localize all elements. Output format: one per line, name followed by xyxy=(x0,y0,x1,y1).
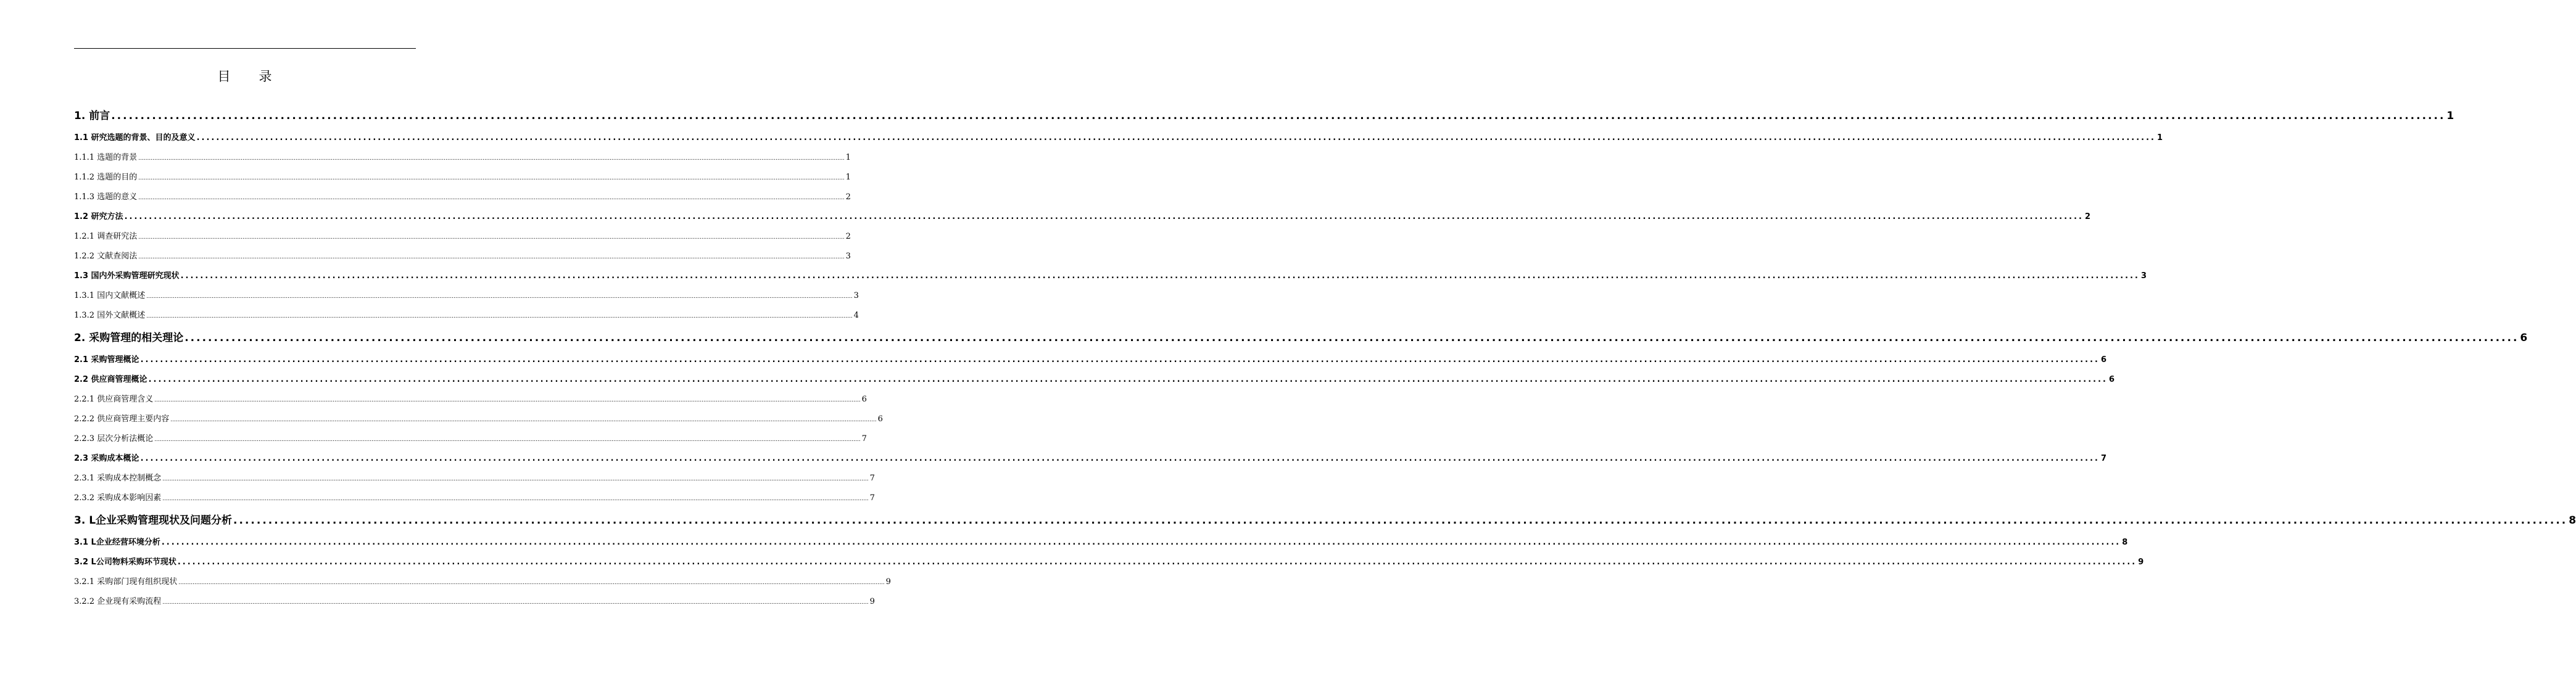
toc-entry-label: 3. L企业采购管理现状及问题分析 xyxy=(74,514,233,527)
toc-entry-page: 9 xyxy=(885,577,891,587)
toc-entry[interactable] xyxy=(74,128,2163,148)
toc-entry[interactable] xyxy=(74,350,2106,370)
toc-entry-page: 7 xyxy=(2100,454,2106,463)
toc-entry-label: 3.2.1 采购部门现有组织现状 xyxy=(74,577,178,587)
toc-entry[interactable] xyxy=(74,247,851,266)
toc-entry-label: 1.3 国内外采购管理研究现状 xyxy=(74,271,180,281)
toc-entry[interactable] xyxy=(74,488,875,508)
toc-entry[interactable] xyxy=(74,227,851,247)
toc-entry[interactable] xyxy=(74,449,2106,469)
toc-entry-page: 7 xyxy=(869,474,875,483)
toc-entry-label: 2.2.1 供应商管理含义 xyxy=(74,395,154,404)
toc-entry[interactable] xyxy=(74,187,851,207)
toc-entry[interactable] xyxy=(74,508,2576,533)
toc-entry-page: 2 xyxy=(845,192,851,202)
toc-entry-label: 1.1 研究选题的背景、目的及意义 xyxy=(74,133,196,142)
toc-entry-label: 2.3.2 采购成本影响因素 xyxy=(74,493,162,503)
toc-dot-leader: ................................................................................................................................................................................................................................................................................................................................................................................................................ xyxy=(138,195,845,201)
toc-dot-leader: ................................................................................................................................................................................................................................................................................................................................................................................................................ xyxy=(162,476,869,482)
toc-dot-leader: ................................................................................................................................................................................................................................................................................................................................................................................................................ xyxy=(233,514,2568,527)
toc-entry-page: 6 xyxy=(877,414,883,424)
toc-entry[interactable] xyxy=(74,390,867,410)
toc-entry-page: 6 xyxy=(2100,355,2106,365)
toc-entry-label: 3.2.2 企业现有采购流程 xyxy=(74,597,162,606)
toc-entry-label: 1.2 研究方法 xyxy=(74,212,123,221)
toc-title xyxy=(0,67,489,85)
toc-dot-leader: ................................................................................................................................................................................................................................................................................................................................................................................................................ xyxy=(154,437,861,443)
toc-dot-leader: ................................................................................................................................................................................................................................................................................................................................................................................................................ xyxy=(138,155,845,162)
toc-dot-leader: ................................................................................................................................................................................................................................................................................................................................................................................................................ xyxy=(146,294,853,300)
toc-entry-page: 7 xyxy=(869,493,875,503)
toc-entry-label: 1. 前言 xyxy=(74,110,110,122)
toc-entry-label: 1.3.2 国外文献概述 xyxy=(74,311,146,320)
toc-entry-page: 2 xyxy=(845,232,851,241)
toc-entry-page: 3 xyxy=(853,291,859,300)
toc-dot-leader: ................................................................................................................................................................................................................................................................................................................................................................................................................ xyxy=(184,332,2519,344)
toc-entry-page: 1 xyxy=(845,153,851,162)
toc-dot-leader: ................................................................................................................................................................................................................................................................................................................................................................................................................ xyxy=(177,558,2137,567)
toc-dot-leader: ................................................................................................................................................................................................................................................................................................................................................................................................................ xyxy=(154,397,861,403)
toc-entry-page: 6 xyxy=(861,395,867,404)
toc-title-left: 目 xyxy=(217,69,231,84)
toc-entry-label: 1.2.2 文献查阅法 xyxy=(74,252,138,261)
toc-entry-label: 2.2 供应商管理概论 xyxy=(74,375,147,384)
toc-dot-leader: ................................................................................................................................................................................................................................................................................................................................................................................................................ xyxy=(140,355,2100,365)
toc-entry[interactable] xyxy=(74,207,2090,227)
toc-entry-label: 1.2.1 调查研究法 xyxy=(74,232,138,241)
toc-entry[interactable] xyxy=(74,429,867,449)
toc-entry[interactable] xyxy=(74,553,2144,572)
toc-entry-page: 2 xyxy=(2084,212,2090,221)
toc-entry-page: 1 xyxy=(2446,110,2454,122)
toc-entry[interactable] xyxy=(74,326,2528,350)
toc-dot-leader: ................................................................................................................................................................................................................................................................................................................................................................................................................ xyxy=(162,599,869,606)
toc-dot-leader: ................................................................................................................................................................................................................................................................................................................................................................................................................ xyxy=(138,254,845,260)
toc-dot-leader: ................................................................................................................................................................................................................................................................................................................................................................................................................ xyxy=(148,375,2108,384)
toc-entry-label: 3.2 L公司物料采购环节现状 xyxy=(74,558,176,567)
toc-dot-leader: ................................................................................................................................................................................................................................................................................................................................................................................................................ xyxy=(196,133,2156,142)
toc-entry-page: 3 xyxy=(845,252,851,261)
toc-dot-leader: ................................................................................................................................................................................................................................................................................................................................................................................................................ xyxy=(140,454,2100,463)
toc-dot-leader: ................................................................................................................................................................................................................................................................................................................................................................................................................ xyxy=(161,538,2121,547)
toc-dot-leader: ................................................................................................................................................................................................................................................................................................................................................................................................................ xyxy=(138,175,845,181)
toc-entry[interactable] xyxy=(74,104,2454,128)
toc-entry-page: 4 xyxy=(853,311,859,320)
toc-entry[interactable] xyxy=(74,286,859,306)
toc-entry-page: 1 xyxy=(845,173,851,182)
toc-entry[interactable] xyxy=(74,168,851,187)
toc-entry-label: 2. 采购管理的相关理论 xyxy=(74,332,184,344)
toc-entry[interactable] xyxy=(74,148,851,168)
toc-entry-label: 2.3.1 采购成本控制概念 xyxy=(74,474,162,483)
header-rule xyxy=(74,48,416,49)
toc-dot-leader: ................................................................................................................................................................................................................................................................................................................................................................................................................ xyxy=(124,212,2084,221)
toc-entry-label: 3.1 L企业经营环境分析 xyxy=(74,538,160,547)
toc-entry-page: 9 xyxy=(869,597,875,606)
toc-dot-leader: ................................................................................................................................................................................................................................................................................................................................................................................................................ xyxy=(178,580,885,586)
toc-entry-page: 9 xyxy=(2138,558,2144,567)
toc-entry-label: 2.2.2 供应商管理主要内容 xyxy=(74,414,170,424)
toc-entry-page: 7 xyxy=(861,434,867,443)
toc-entry[interactable] xyxy=(74,592,875,612)
toc-dot-leader: ................................................................................................................................................................................................................................................................................................................................................................................................................ xyxy=(146,313,853,319)
toc-dot-leader: ................................................................................................................................................................................................................................................................................................................................................................................................................ xyxy=(180,271,2140,281)
toc-entry-label: 1.1.2 选题的目的 xyxy=(74,173,138,182)
toc-entry-page: 8 xyxy=(2569,514,2576,527)
toc-dot-leader: ................................................................................................................................................................................................................................................................................................................................................................................................................ xyxy=(162,496,869,502)
table-of-contents xyxy=(74,104,2576,612)
toc-entry-label: 2.3 采购成本概论 xyxy=(74,454,139,463)
toc-entry-label: 1.1.1 选题的背景 xyxy=(74,153,138,162)
toc-entry[interactable] xyxy=(74,306,859,326)
toc-entry[interactable] xyxy=(74,469,875,488)
toc-entry-label: 2.2.3 层次分析法概论 xyxy=(74,434,154,443)
toc-title-right: 录 xyxy=(259,69,272,84)
toc-entry[interactable] xyxy=(74,572,891,592)
toc-dot-leader: ................................................................................................................................................................................................................................................................................................................................................................................................................ xyxy=(138,234,845,241)
toc-entry[interactable] xyxy=(74,410,883,429)
toc-entry-page: 3 xyxy=(2140,271,2147,281)
toc-entry[interactable] xyxy=(74,533,2128,553)
toc-dot-leader: ................................................................................................................................................................................................................................................................................................................................................................................................................ xyxy=(111,110,2446,122)
toc-entry-label: 2.1 采购管理概论 xyxy=(74,355,139,365)
toc-dot-leader: ................................................................................................................................................................................................................................................................................................................................................................................................................ xyxy=(170,417,877,423)
toc-entry-page: 6 xyxy=(2520,332,2528,344)
toc-entry-label: 1.1.3 选题的意义 xyxy=(74,192,138,202)
toc-entry[interactable] xyxy=(74,266,2147,286)
toc-entry[interactable] xyxy=(74,370,2114,390)
toc-entry-page: 6 xyxy=(2108,375,2114,384)
toc-entry-label: 1.3.1 国内文献概述 xyxy=(74,291,146,300)
toc-entry-page: 1 xyxy=(2156,133,2163,142)
toc-entry-page: 8 xyxy=(2122,538,2128,547)
